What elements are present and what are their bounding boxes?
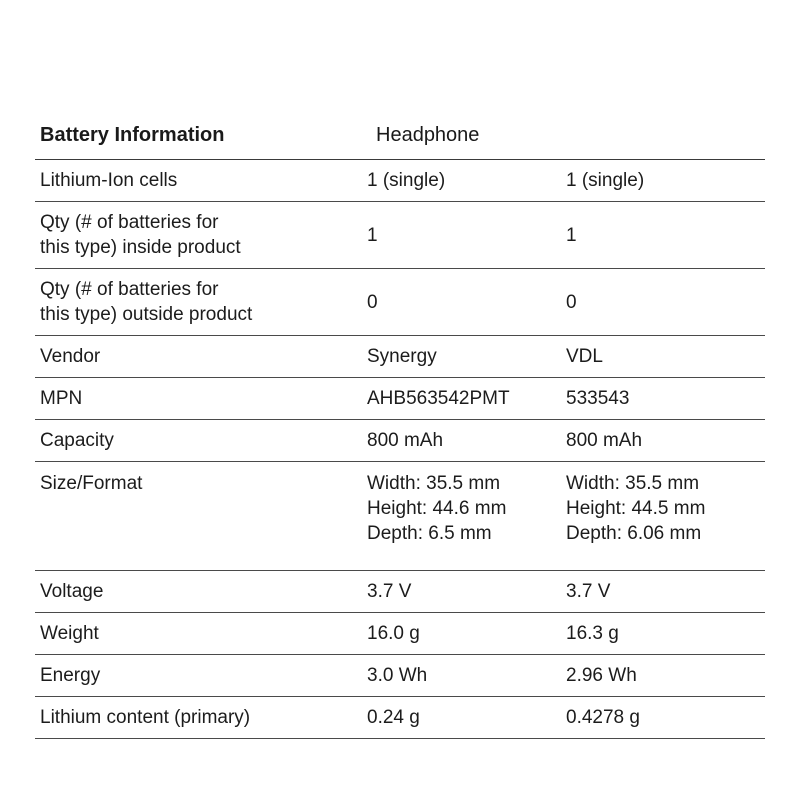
table-row [35, 160, 765, 202]
row-label: MPN [40, 388, 83, 409]
cell-col1: 1 [367, 224, 378, 246]
row-label: Vendor [40, 346, 101, 367]
row-label: Qty (# of batteries for this type) inside product [40, 212, 241, 258]
cell-col1: 0 [367, 291, 378, 313]
cell-col2: 800 mAh [566, 430, 643, 451]
cell-col1: 3.0 Wh [367, 665, 428, 686]
cell-col1: 1 (single) [367, 170, 446, 191]
table-title: Battery Information [40, 124, 225, 146]
cell-col1: Synergy [367, 346, 437, 367]
cell-col2: VDL [566, 346, 603, 367]
row-label: Size/Format [40, 473, 143, 494]
cell-col2: Width: 35.5 mm Height: 44.5 mm Depth: 6.06 mm [566, 473, 706, 544]
table-header [35, 112, 765, 160]
cell-col1: 3.7 V [367, 581, 412, 602]
cell-col2: 1 [566, 224, 577, 246]
table-row [35, 420, 765, 462]
table-row [35, 571, 765, 613]
cell-col2: 533543 [566, 388, 630, 409]
column-header-headphone: Headphone [376, 124, 480, 146]
table-row [35, 613, 765, 655]
table-row [35, 269, 765, 336]
table-row [35, 462, 765, 571]
cell-col1: 16.0 g [367, 623, 420, 644]
cell-col1: 800 mAh [367, 430, 444, 451]
table-row [35, 697, 765, 739]
row-label: Weight [40, 623, 99, 644]
row-label: Voltage [40, 581, 104, 602]
cell-col1: 0.24 g [367, 707, 420, 728]
cell-col2: 3.7 V [566, 581, 611, 602]
cell-col2: 0 [566, 291, 577, 313]
cell-col2: 2.96 Wh [566, 665, 637, 686]
cell-col2: 16.3 g [566, 623, 619, 644]
table-row [35, 202, 765, 269]
row-label: Qty (# of batteries for this type) outside product [40, 279, 253, 325]
row-label: Capacity [40, 430, 114, 451]
row-label: Lithium content (primary) [40, 707, 251, 728]
cell-col2: 1 (single) [566, 170, 645, 191]
table-row [35, 655, 765, 697]
table-row [35, 336, 765, 378]
cell-col1: AHB563542PMT [367, 388, 510, 409]
row-label: Lithium-Ion cells [40, 170, 178, 191]
cell-col1: Width: 35.5 mm Height: 44.6 mm Depth: 6.5 mm [367, 473, 507, 544]
battery-info-table [35, 112, 765, 739]
row-label: Energy [40, 665, 101, 686]
cell-col2: 0.4278 g [566, 707, 640, 728]
table-row [35, 378, 765, 420]
